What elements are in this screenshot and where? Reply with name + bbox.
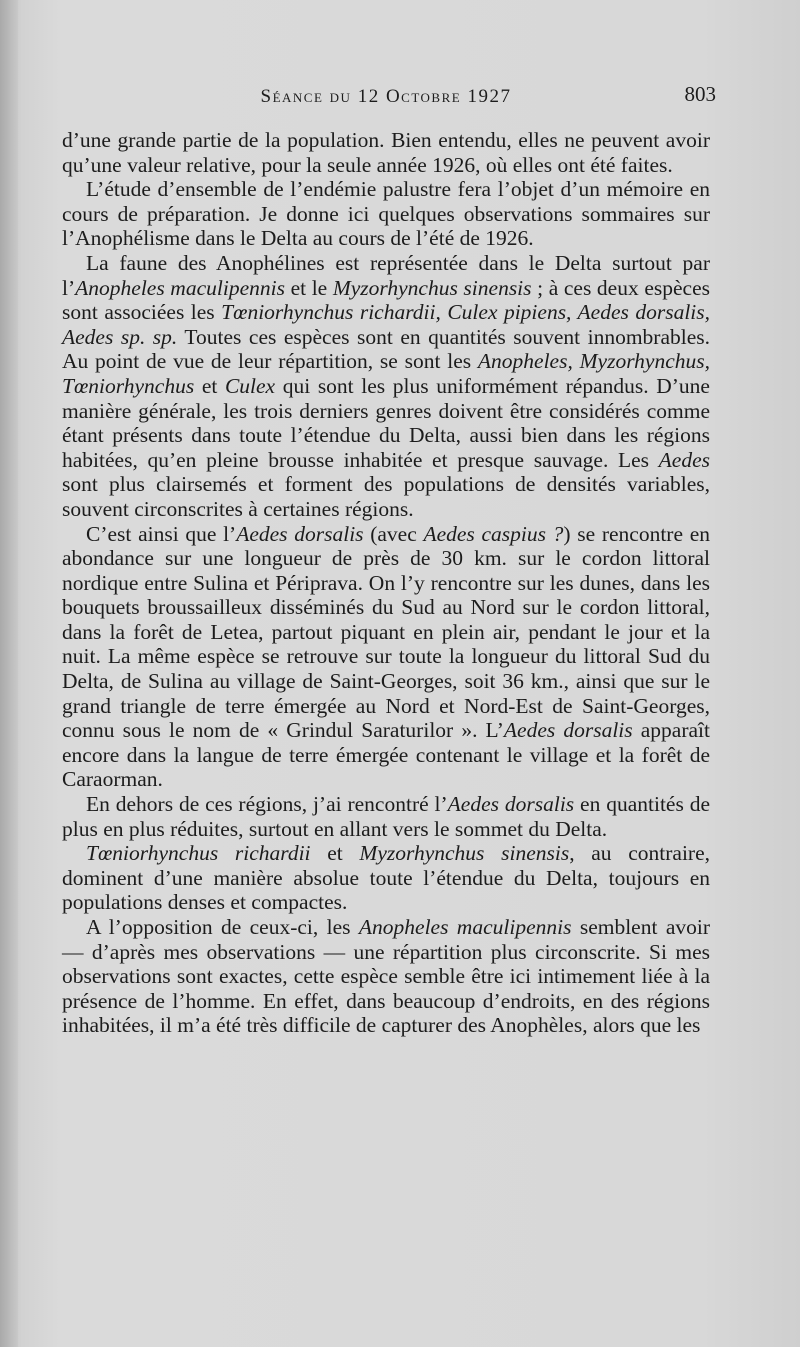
running-title: Séance du 12 Octobre 1927 xyxy=(260,86,512,107)
text-run: en quantités de plus en plus réduites, surtout en allant vers le sommet du Delta. xyxy=(62,792,710,841)
text-run: En dehors de ces régions, j’ai rencontré l’ xyxy=(86,792,448,817)
italic-run: Anopheles maculipennis xyxy=(358,915,572,939)
binding-gutter xyxy=(0,0,18,1347)
text-run: ; à ces deux espèces sont associées les xyxy=(62,275,710,325)
text-run: C’est ainsi que l’ xyxy=(86,521,237,546)
paragraph xyxy=(62,915,710,1038)
italic-run: Aedes dorsalis xyxy=(503,718,633,743)
text-run: qui sont les plus uniformément répandus. D’une manière générale, les trois derniers genres doivent être considérés comme étant présents dans toute l’étendue du Delta, aussi bien dans les régions habitées, qu’en pleine brousse inhabitée et presque sauvage. Les xyxy=(62,373,710,472)
text-run: , au contraire, dominent d’une manière absolue toute l’étendue du Delta, toujours en populations denses et compactes. xyxy=(62,841,710,915)
paragraph xyxy=(62,128,710,177)
italic-run: Anopheles maculipennis xyxy=(75,275,285,300)
text-run: Toutes ces espèces sont en quantités souvent innombrables. Au point de vue de leur répartition, se sont les xyxy=(62,324,711,374)
paragraph xyxy=(62,177,710,251)
paragraph xyxy=(62,522,710,793)
paragraph xyxy=(62,841,710,915)
text-run: La faune des Anophélines est représentée dans le Delta surtout par l’ xyxy=(62,250,710,300)
body-text xyxy=(62,128,710,1038)
paragraph xyxy=(62,251,710,522)
page-number: 803 xyxy=(684,82,716,106)
text-run: et xyxy=(194,373,225,398)
text-run: d’une grande partie de la population. Bien entendu, elles ne peuvent avoir qu’une valeur relative, pour la seule année 1926, où elles ont été faites. xyxy=(62,128,710,177)
text-run: semblent avoir — d’après mes observations — une répartition plus circonscrite. Si mes observations sont exactes, cette espèce semble être ici intimement liée à la présence de l’homme. En effet, dans beaucoup d’endroits, en des régions inhabitées, il m’a été très difficile de capturer des Anophèles, alors que les xyxy=(62,915,710,1038)
italic-run: Myzorhynchus sinensis xyxy=(359,841,570,866)
italic-run: Aedes caspius ? xyxy=(423,521,564,546)
text-run: ) se rencontre en abondance sur une longueur de près de 30 km. sur le cordon littoral nordique entre Sulina et Périprava. On l’y rencontre sur les dunes, dans les bouquets broussailleux disséminés du Sud au Nord sur le cordon littoral, dans la forêt de Letea, partout piquant en plein air, pendant le jour et la nuit. La même espèce se retrouve sur toute la longueur du littoral Sud du Delta, de Sulina au village de Saint-Georges, soit 36 km., ainsi que sur le grand triangle de terre émergée au Nord et Nord-Est de Saint-Georges, connu sous le nom de « Grindul Saraturilor ». L’ xyxy=(62,521,710,743)
italic-run: Tœniorhynchus richardii, Culex pipiens, Aedes dorsalis, Aedes sp. sp. xyxy=(62,300,711,349)
italic-run: Aedes xyxy=(658,447,710,472)
page-header xyxy=(62,82,716,116)
italic-run: Tœniorhynchus richardii xyxy=(86,841,311,866)
text-run: apparaît encore dans la langue de terre émergée contenant le village et la forêt de Caraorman. xyxy=(62,718,710,792)
italic-run: Culex xyxy=(224,373,276,398)
text-run: L’étude d’ensemble de l’endémie palustre fera l’objet d’un mémoire en cours de préparation. Je donne ici quelques observations sommaires sur l’Anophélisme dans le Delta au cours de l’été de 1926. xyxy=(62,177,710,251)
italic-run: Anopheles, Myzorhynchus, Tœniorhynchus xyxy=(62,349,710,398)
paragraph xyxy=(62,792,710,841)
text-run: sont plus clairsemés et forment des populations de densités variables, souvent circonscrites à certaines régions. xyxy=(62,472,710,521)
text-run: (avec xyxy=(363,521,424,546)
italic-run: Myzorhynchus sinensis xyxy=(332,275,532,300)
text-run: et xyxy=(310,841,360,866)
italic-run: Aedes dorsalis xyxy=(236,521,364,546)
italic-run: Aedes dorsalis xyxy=(447,792,575,817)
text-run: A l’opposition de ceux-ci, les xyxy=(86,915,359,939)
text-run: et le xyxy=(284,275,333,300)
